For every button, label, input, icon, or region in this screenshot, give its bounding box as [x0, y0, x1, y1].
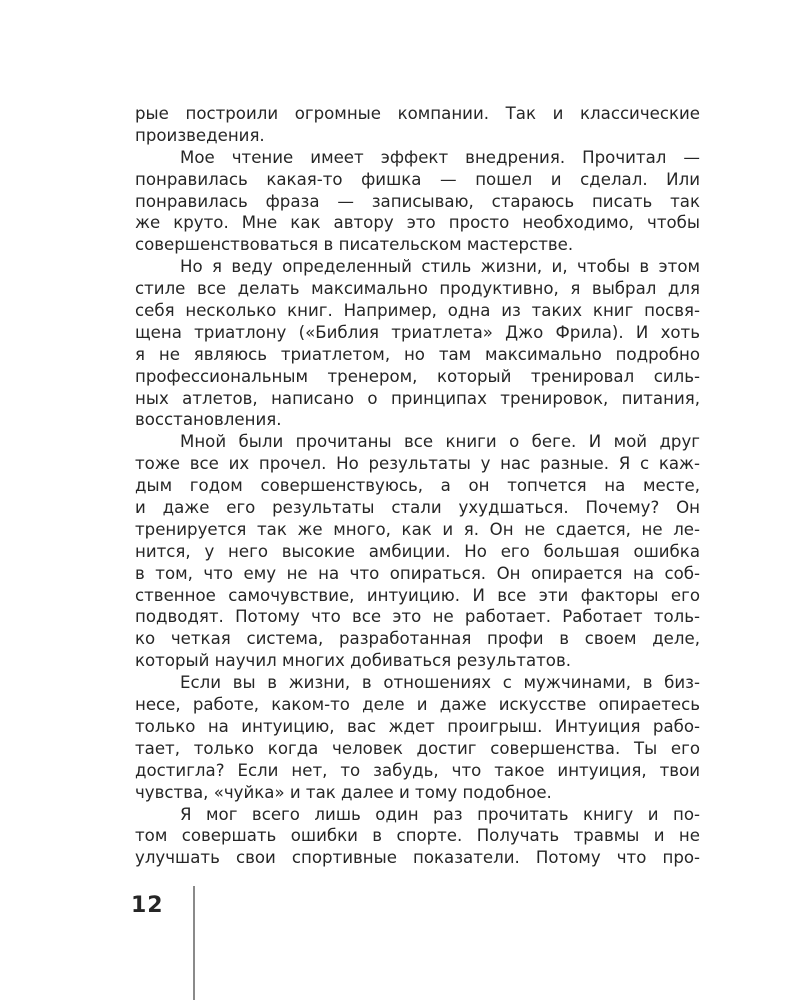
text-line: щена триатлону («Библия триатлета» Джо Фрила). И хоть	[135, 322, 700, 342]
text-line: ственное самочувствие, интуицию. И все эти факторы его	[135, 585, 700, 605]
page-number-divider	[193, 886, 195, 1000]
text-line: я не являюсь триатлетом, но там максимально подробно	[135, 344, 700, 364]
text-line: Но я веду определенный стиль жизни, и, чтобы в этом	[180, 257, 700, 277]
text-line: понравилась какая-то фишка — пошел и сделал. Или	[135, 169, 700, 189]
text-line: Я мог всего лишь один раз прочитать книгу и по-	[180, 804, 700, 824]
text-line: ко четкая система, разработанная профи в своем деле,	[135, 629, 700, 649]
text-line: Если вы в жизни, в отношениях с мужчинами, в биз-	[180, 673, 700, 693]
page-body-text	[135, 103, 700, 869]
text-line: рые построили огромные компании. Так и классические	[135, 104, 700, 123]
text-line: в том, что ему не на что опираться. Он опирается на соб-	[135, 563, 700, 583]
text-line: только на интуицию, вас ждет проигрыш. Интуиция рабо-	[135, 716, 700, 736]
page-number: 12	[131, 893, 164, 918]
text-line: том совершать ошибки в спорте. Получать травмы и не	[135, 826, 700, 846]
text-line: дым годом совершенствуюсь, а он топчется на месте,	[135, 476, 700, 496]
text-line: который научил многих добиваться результатов.	[135, 651, 572, 671]
text-line: несе, работе, каком-то деле и даже искусстве опираетесь	[135, 695, 700, 715]
text-line: тает, только когда человек достиг совершенства. Ты его	[135, 738, 700, 758]
text-line: стиле все делать максимально продуктивно, я выбрал для	[135, 279, 700, 299]
text-line: достигла? Если нет, то забудь, что такое интуиция, твои	[135, 760, 700, 780]
text-line: совершенствоваться в писательском мастерстве.	[135, 235, 574, 255]
text-line: произведения.	[135, 125, 265, 145]
text-line: тренируется так же много, как и я. Он не сдается, не ле-	[135, 519, 700, 539]
text-line: восстановления.	[135, 410, 282, 430]
text-line: тоже все их прочел. Но результаты у нас разные. Я с каж-	[135, 454, 700, 474]
text-line: себя несколько книг. Например, одна из таких книг посвя-	[135, 301, 700, 321]
text-line: и даже его результаты стали ухудшаться. Почему? Он	[135, 498, 700, 518]
text-line: чувства, «чуйка» и так далее и тому подобное.	[135, 782, 552, 802]
text-line: улучшать свои спортивные показатели. Потому что про-	[135, 848, 700, 868]
text-line: Мое чтение имеет эффект внедрения. Прочитал —	[180, 147, 700, 167]
text-line: же круто. Мне как автору это просто необходимо, чтобы	[135, 213, 700, 233]
text-line: нится, у него высокие амбиции. Но его большая ошибка	[135, 541, 700, 561]
text-line: профессиональным тренером, который тренировал силь-	[135, 366, 700, 386]
text-line: Мной были прочитаны все книги о беге. И мой друг	[180, 432, 700, 452]
text-line: понравилась фраза — записываю, стараюсь писать так	[135, 191, 700, 211]
text-line: подводят. Потому что все это не работает. Работает толь-	[135, 607, 700, 627]
text-line: ных атлетов, написано о принципах тренировок, питания,	[135, 388, 700, 408]
